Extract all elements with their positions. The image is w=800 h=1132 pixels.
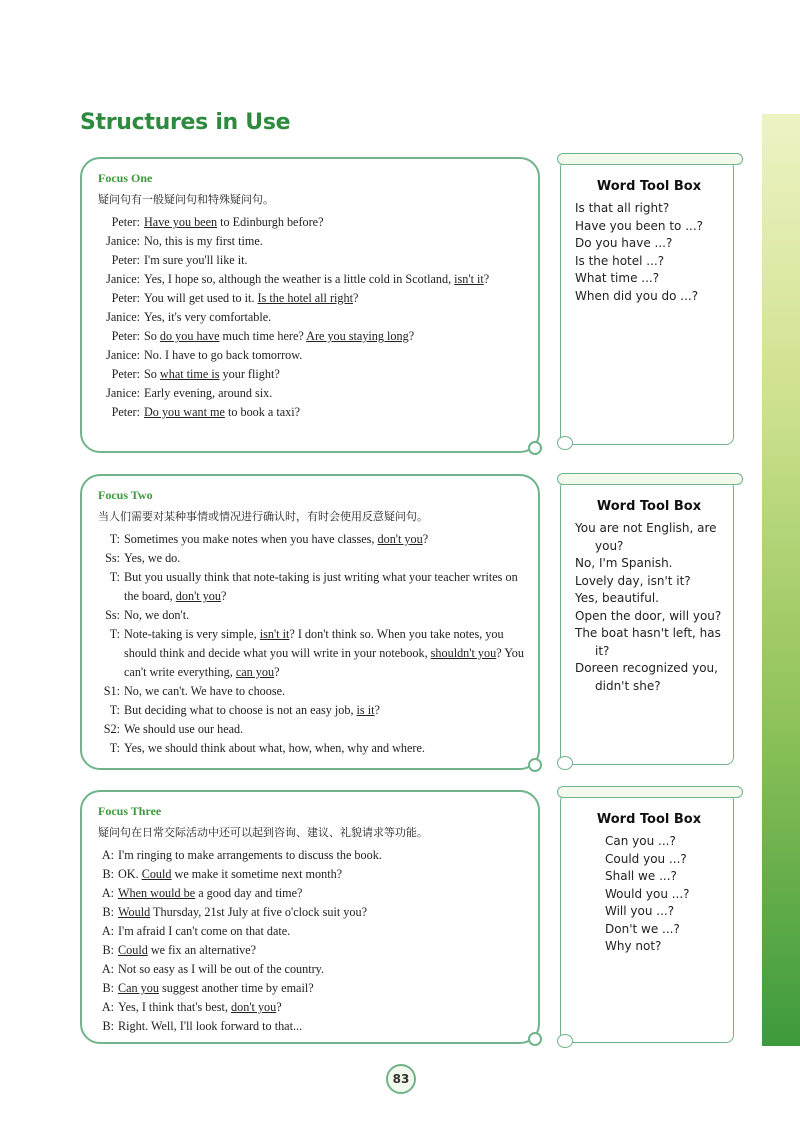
text-segment: Yes, I think that's best, <box>118 1000 232 1014</box>
focus-three-intro: 疑问句在日常交际活动中还可以起到咨询、建议、礼貌请求等功能。 <box>98 826 428 839</box>
word-tool-item: Don't we ...? <box>605 921 680 936</box>
dialog-line <box>98 941 524 960</box>
dialog-text <box>144 289 524 308</box>
text-segment: ? <box>408 329 415 343</box>
focus-three-panel <box>80 790 540 1044</box>
highlighted-structure: Have you been <box>144 215 218 229</box>
speaker-label: Peter: <box>111 405 140 419</box>
speaker-label: B: <box>102 1019 114 1033</box>
text-segment: we make it sometime next month? <box>171 867 343 881</box>
dialog-text <box>144 327 524 346</box>
text-segment: a good day and time? <box>195 886 303 900</box>
text-segment: ? <box>274 665 280 679</box>
highlighted-structure: Do you want me <box>144 405 225 419</box>
highlighted-structure: can you <box>235 665 275 679</box>
speaker-label: B: <box>102 867 114 881</box>
dialog-line <box>98 327 524 346</box>
highlighted-structure: don't you <box>377 532 423 546</box>
text-segment: But deciding what to choose is not an easy job, <box>124 703 357 717</box>
side-color-bar <box>762 114 800 1046</box>
dialog-text <box>144 213 524 232</box>
highlighted-structure: don't you <box>175 589 221 603</box>
focus-one-intro: 疑问句有一般疑问句和特殊疑问句。 <box>98 193 274 206</box>
word-tool-item: What time ...? <box>575 271 660 285</box>
highlighted-structure: Could <box>118 943 148 957</box>
dialog-line <box>98 846 524 865</box>
speaker-label: B: <box>102 905 114 919</box>
text-segment: we fix an alternative? <box>147 943 257 957</box>
focus-two-panel <box>80 474 540 770</box>
highlighted-structure: isn't it <box>259 627 290 641</box>
word-tool-item: Is that all right? <box>575 201 670 215</box>
dialog-text <box>124 682 524 701</box>
focus-one-panel <box>80 157 540 453</box>
highlighted-structure: Could <box>141 867 172 881</box>
dialog-text <box>118 903 524 922</box>
dialog-text <box>144 365 524 384</box>
dialog-line <box>98 384 524 403</box>
dialog-line <box>98 308 524 327</box>
speaker-label: B: <box>102 981 114 995</box>
focus-three-dialog <box>98 846 524 1036</box>
text-segment: Right. Well, I'll look forward to that... <box>118 1019 303 1033</box>
dialog-line <box>98 403 524 422</box>
word-tool-box-2 <box>560 480 734 765</box>
text-segment: ? <box>374 703 380 717</box>
word-tool-item: Could you ...? <box>605 851 687 866</box>
speaker-label: A: <box>101 962 114 976</box>
focus-one-title: Focus One <box>98 171 153 185</box>
dialog-line <box>98 922 524 941</box>
word-tool-item: Yes, beautiful. <box>575 591 659 605</box>
dialog-line <box>98 549 524 568</box>
text-segment: ? You can't write everything, <box>124 646 524 679</box>
text-segment: Sometimes you make notes when you have classes, <box>124 532 378 546</box>
text-segment: No, we can't. We have to choose. <box>124 684 286 698</box>
page-number: 83 <box>386 1064 416 1094</box>
speaker-label: Peter: <box>111 367 140 381</box>
word-tool-item: Can you ...? <box>605 834 676 848</box>
text-segment: Yes, we should think about what, how, when, why and where. <box>124 741 425 755</box>
dialog-line <box>98 232 524 251</box>
panel-curl-icon <box>528 441 542 455</box>
text-segment: ? <box>353 291 359 305</box>
text-segment: No. I have to go back tomorrow. <box>144 348 303 362</box>
word-tool-item: Doreen recognized you, didn't she? <box>575 661 718 693</box>
highlighted-structure: do you have <box>159 329 220 343</box>
word-tool-box-1-list <box>575 200 723 305</box>
highlighted-structure: don't you <box>231 1000 277 1014</box>
dialog-line <box>98 625 524 682</box>
dialog-line <box>98 701 524 720</box>
speaker-label: Peter: <box>111 215 140 229</box>
word-tool-box-3-list <box>605 833 723 956</box>
highlighted-structure: Are you staying long <box>306 329 409 343</box>
highlighted-structure: is it <box>356 703 375 717</box>
dialog-text <box>118 922 524 941</box>
speaker-label: Peter: <box>111 291 140 305</box>
dialog-text <box>124 701 524 720</box>
text-segment: to Edinburgh before? <box>217 215 324 229</box>
text-segment: Yes, it's very comfortable. <box>144 310 272 324</box>
speaker-label: Janice: <box>106 272 140 286</box>
text-segment: But you usually think that note-taking is just writing what your teacher writes on the board, <box>124 570 518 603</box>
word-tool-item: No, I'm Spanish. <box>575 556 673 570</box>
word-tool-item: You are not English, are you? <box>575 521 717 553</box>
text-segment: You will get used to it. <box>144 291 258 305</box>
dialog-line <box>98 606 524 625</box>
dialog-line <box>98 960 524 979</box>
dialog-line <box>98 530 524 549</box>
dialog-text <box>144 346 524 365</box>
text-segment: your flight? <box>219 367 280 381</box>
scroll-top-decoration <box>557 473 743 485</box>
word-tool-item: Shall we ...? <box>605 869 677 883</box>
dialog-text <box>118 979 524 998</box>
scroll-bottom-decoration <box>557 1034 573 1048</box>
speaker-label: T: <box>109 627 120 641</box>
dialog-text <box>118 960 524 979</box>
dialog-line <box>98 682 524 701</box>
text-segment: to book a taxi? <box>224 405 301 419</box>
text-segment: No, we don't. <box>124 608 190 622</box>
word-tool-item: When did you do ...? <box>575 288 699 303</box>
text-segment: I'm ringing to make arrangements to discuss the book. <box>118 848 382 862</box>
word-tool-item: Is the hotel ...? <box>575 253 665 268</box>
dialog-line <box>98 251 524 270</box>
speaker-label: B: <box>102 943 114 957</box>
dialog-line <box>98 346 524 365</box>
text-segment: So <box>144 367 160 381</box>
focus-two-title: Focus Two <box>98 488 153 502</box>
text-segment: We should use our head. <box>124 722 244 736</box>
dialog-text <box>124 625 524 682</box>
dialog-line <box>98 289 524 308</box>
dialog-text <box>124 549 524 568</box>
text-segment: I'm afraid I can't come on that date. <box>118 924 291 938</box>
speaker-label: A: <box>101 1000 114 1014</box>
word-tool-item: The boat hasn't left, has it? <box>575 626 721 658</box>
dialog-text <box>118 941 524 960</box>
text-segment: suggest another time by email? <box>158 981 314 995</box>
word-tool-item: Lovely day, isn't it? <box>575 573 691 588</box>
text-segment: Thursday, 21st July at five o'clock suit you? <box>150 905 368 919</box>
speaker-label: Janice: <box>106 386 140 400</box>
highlighted-structure: Can you <box>118 981 159 995</box>
speaker-label: T: <box>109 532 120 546</box>
text-segment: Note-taking is very simple, <box>124 627 260 641</box>
text-segment: OK. <box>118 867 142 881</box>
focus-one-dialog <box>98 213 524 422</box>
dialog-text <box>118 884 524 903</box>
scroll-bottom-decoration <box>557 436 573 450</box>
speaker-label: Ss: <box>105 551 120 565</box>
dialog-text <box>118 998 524 1017</box>
panel-curl-icon <box>528 758 542 772</box>
dialog-line <box>98 213 524 232</box>
word-tool-box-1 <box>560 160 734 445</box>
speaker-label: A: <box>101 848 114 862</box>
speaker-label: Peter: <box>111 329 140 343</box>
word-tool-item: Why not? <box>605 939 662 953</box>
speaker-label: Peter: <box>111 253 140 267</box>
text-segment: Yes, we do. <box>124 551 181 565</box>
scroll-bottom-decoration <box>557 756 573 770</box>
dialog-text <box>144 232 524 251</box>
speaker-label: T: <box>109 570 120 584</box>
dialog-text <box>144 270 524 289</box>
dialog-text <box>144 403 524 422</box>
dialog-line <box>98 1017 524 1036</box>
text-segment: No, this is my first time. <box>144 234 263 248</box>
word-tool-item: Have you been to ...? <box>575 218 704 233</box>
speaker-label: T: <box>109 703 120 717</box>
focus-two-intro: 当人们需要对某种事情或情况进行确认时，有时会使用反意疑问句。 <box>98 510 428 523</box>
text-segment: ? <box>422 532 429 546</box>
word-tool-box-2-list <box>575 520 723 695</box>
dialog-line <box>98 884 524 903</box>
dialog-line <box>98 998 524 1017</box>
dialog-line <box>98 903 524 922</box>
dialog-line <box>98 720 524 739</box>
dialog-line <box>98 739 524 758</box>
text-segment: Yes, I hope so, although the weather is a little cold in Scotland, <box>144 272 455 286</box>
dialog-text <box>118 1017 524 1036</box>
text-segment: ? <box>483 272 490 286</box>
speaker-label: Janice: <box>106 348 140 362</box>
dialog-text <box>124 606 524 625</box>
text-segment: ? <box>276 1000 282 1014</box>
dialog-text <box>144 251 524 270</box>
word-tool-item: Open the door, will you? <box>575 608 722 623</box>
speaker-label: A: <box>101 924 114 938</box>
panel-curl-icon <box>528 1032 542 1046</box>
dialog-text <box>124 568 524 606</box>
text-segment: ? <box>220 589 227 603</box>
dialog-text <box>144 384 524 403</box>
dialog-line <box>98 568 524 606</box>
scroll-top-decoration <box>557 786 743 798</box>
highlighted-structure: Would <box>118 905 151 919</box>
page-title: Structures in Use <box>80 110 291 135</box>
dialog-line <box>98 979 524 998</box>
word-tool-item: Will you ...? <box>605 904 675 918</box>
highlighted-structure: Is the hotel all right <box>257 291 353 305</box>
dialog-line <box>98 865 524 884</box>
word-tool-box-3 <box>560 793 734 1043</box>
dialog-text <box>124 530 524 549</box>
highlighted-structure: shouldn't you <box>430 646 497 660</box>
word-tool-box-3-title: Word Tool Box <box>596 812 702 827</box>
text-segment: Not so easy as I will be out of the country. <box>118 962 325 976</box>
text-segment: much time here? <box>219 329 307 343</box>
dialog-line <box>98 270 524 289</box>
word-tool-box-2-title: Word Tool Box <box>596 499 702 514</box>
word-tool-item: Would you ...? <box>605 886 690 901</box>
highlighted-structure: what time is <box>159 367 220 381</box>
dialog-text <box>124 720 524 739</box>
speaker-label: T: <box>109 741 120 755</box>
speaker-label: A: <box>101 886 114 900</box>
text-segment: ? I don't think so. When you take notes, you should think and decide what you will write in your notebook, <box>124 627 504 660</box>
focus-three-title: Focus Three <box>98 804 162 818</box>
word-tool-box-1-title: Word Tool Box <box>596 179 702 194</box>
dialog-text <box>118 846 524 865</box>
speaker-label: Janice: <box>106 234 140 248</box>
speaker-label: S1: <box>103 684 120 698</box>
dialog-line <box>98 365 524 384</box>
highlighted-structure: isn't it <box>454 272 484 286</box>
text-segment: I'm sure you'll like it. <box>144 253 248 267</box>
dialog-text <box>118 865 524 884</box>
speaker-label: Ss: <box>105 608 120 622</box>
text-segment: Early evening, around six. <box>144 386 273 400</box>
highlighted-structure: When would be <box>118 886 196 900</box>
speaker-label: S2: <box>103 722 120 736</box>
speaker-label: Janice: <box>106 310 140 324</box>
dialog-text <box>124 739 524 758</box>
focus-two-dialog <box>98 530 524 758</box>
word-tool-item: Do you have ...? <box>575 236 673 250</box>
scroll-top-decoration <box>557 153 743 165</box>
dialog-text <box>144 308 524 327</box>
text-segment: So <box>144 329 160 343</box>
